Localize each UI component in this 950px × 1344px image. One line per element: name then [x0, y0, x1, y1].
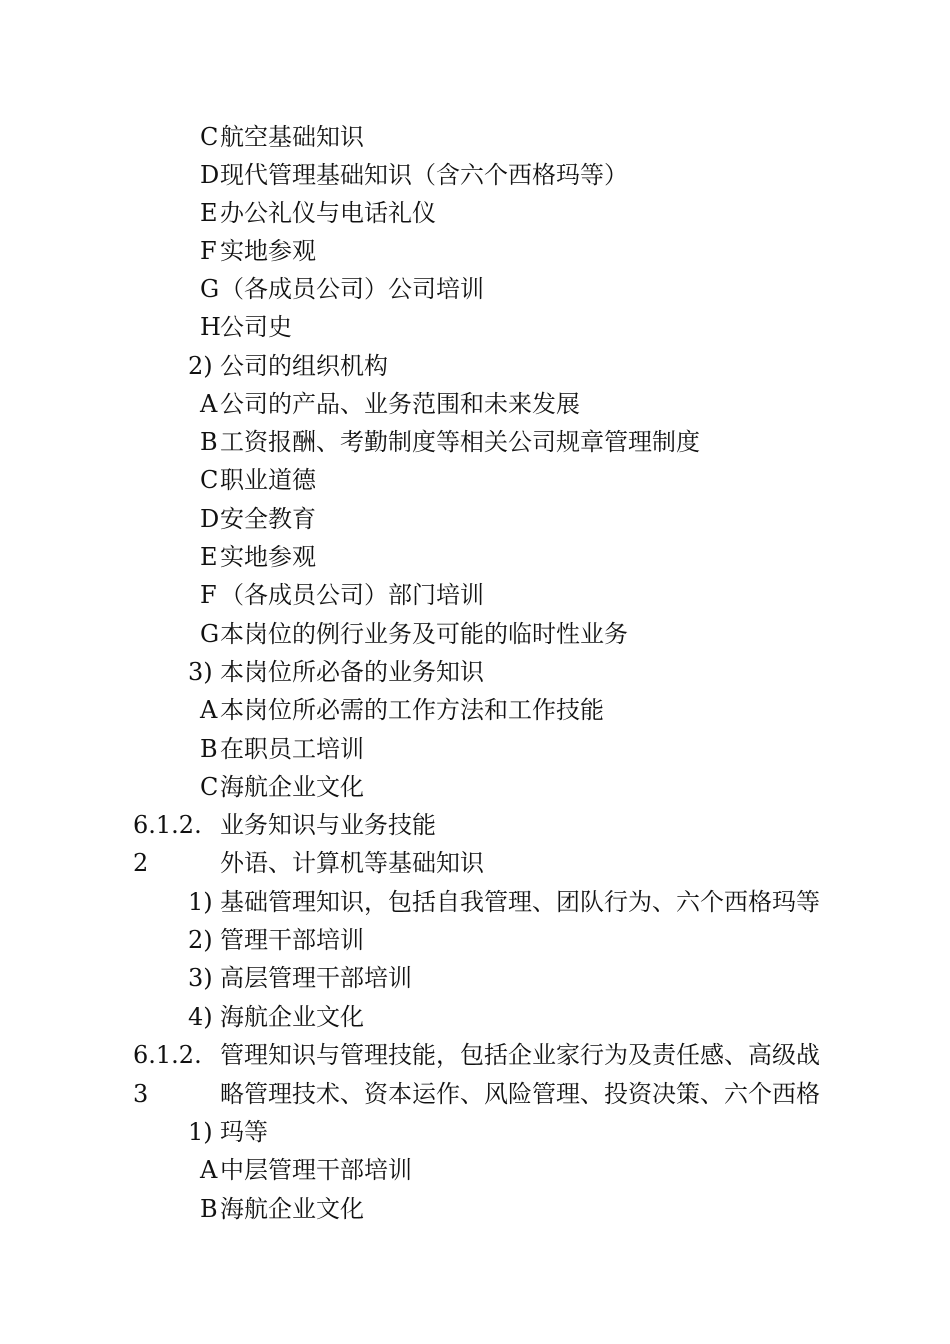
outline-line	[0, 959, 950, 997]
outline-line	[0, 461, 950, 499]
item-marker: B	[200, 735, 218, 763]
outline-line	[0, 423, 950, 461]
item-marker: F	[200, 237, 217, 265]
section-title: 业务知识与业务技能	[220, 811, 436, 839]
item-marker: E	[200, 543, 218, 571]
item-marker: 1)	[188, 888, 213, 916]
item-text: 海航企业文化	[220, 1003, 364, 1031]
section-number: 6.1.2.	[133, 811, 202, 839]
outline-line	[0, 118, 950, 156]
item-text: 中层管理干部培训	[220, 1156, 412, 1184]
item-text: 航空基础知识	[220, 123, 364, 151]
item-marker: B	[200, 1195, 218, 1223]
outline-line	[0, 1151, 950, 1189]
outline-line	[0, 270, 950, 308]
outline-line	[0, 883, 950, 921]
item-text: 工资报酬、考勤制度等相关公司规章管理制度	[220, 428, 700, 456]
item-marker: 3)	[188, 964, 213, 992]
item-marker: E	[200, 199, 218, 227]
outline-line	[0, 730, 950, 768]
item-marker: H	[200, 313, 221, 341]
item-marker: D	[200, 161, 220, 189]
section-number: 6.1.2.	[133, 1041, 202, 1069]
outline-line	[0, 576, 950, 614]
outline-line	[0, 232, 950, 270]
item-text: 公司史	[220, 313, 292, 341]
outline-line	[0, 538, 950, 576]
outline-line	[0, 156, 950, 194]
item-marker: C	[200, 773, 219, 801]
outline-line	[0, 691, 950, 729]
outline-line	[0, 998, 950, 1036]
item-text: （各成员公司）公司培训	[220, 275, 484, 303]
outline-line	[0, 500, 950, 538]
item-marker: A	[200, 1156, 218, 1184]
item-text: 海航企业文化	[220, 773, 364, 801]
item-text: 实地参观	[220, 237, 316, 265]
item-marker: C	[200, 123, 219, 151]
item-marker: 4)	[188, 1003, 213, 1031]
section-heading-line	[0, 844, 950, 882]
item-text: 本岗位的例行业务及可能的临时性业务	[220, 620, 628, 648]
item-text: 公司的产品、业务范围和未来发展	[220, 390, 580, 418]
item-marker: A	[200, 390, 218, 418]
item-text: 办公礼仪与电话礼仪	[220, 199, 436, 227]
outline-line	[0, 768, 950, 806]
item-marker: 3)	[188, 658, 213, 686]
item-text: （各成员公司）部门培训	[220, 581, 484, 609]
item-marker: G	[200, 620, 220, 648]
item-text: 公司的组织机构	[220, 352, 388, 380]
outline-line	[0, 1190, 950, 1228]
section-title: 管理知识与管理技能，包括企业家行为及责任感、高级战	[220, 1041, 820, 1069]
item-text: 实地参观	[220, 543, 316, 571]
section-title: 略管理技术、资本运作、风险管理、投资决策、六个西格	[220, 1080, 820, 1108]
item-marker: D	[200, 505, 220, 533]
item-text: 安全教育	[220, 505, 316, 533]
section-heading-line	[0, 1075, 950, 1113]
outline-line	[0, 653, 950, 691]
item-text: 玛等	[220, 1118, 268, 1146]
section-title: 外语、计算机等基础知识	[220, 849, 484, 877]
outline-line	[0, 194, 950, 232]
item-marker: 2)	[188, 926, 213, 954]
outline-line	[0, 347, 950, 385]
item-text: 高层管理干部培训	[220, 964, 412, 992]
outline-line	[0, 385, 950, 423]
item-text: 本岗位所必备的业务知识	[220, 658, 484, 686]
outline-line	[0, 1113, 950, 1151]
item-marker: A	[200, 696, 218, 724]
section-heading-line	[0, 806, 950, 844]
section-number: 3	[133, 1080, 149, 1108]
item-text: 海航企业文化	[220, 1195, 364, 1223]
item-text: 现代管理基础知识（含六个西格玛等）	[220, 161, 628, 189]
item-text: 基础管理知识，包括自我管理、团队行为、六个西格玛等	[220, 888, 820, 916]
item-marker: G	[200, 275, 220, 303]
section-heading-line	[0, 1036, 950, 1074]
item-marker: 2)	[188, 352, 213, 380]
item-marker: 1)	[188, 1118, 213, 1146]
item-text: 管理干部培训	[220, 926, 364, 954]
item-marker: C	[200, 466, 219, 494]
item-text: 在职员工培训	[220, 735, 364, 763]
item-marker: B	[200, 428, 218, 456]
outline-line	[0, 615, 950, 653]
item-text: 本岗位所必需的工作方法和工作技能	[220, 696, 604, 724]
item-marker: F	[200, 581, 217, 609]
item-text: 职业道德	[220, 466, 316, 494]
outline-line	[0, 308, 950, 346]
outline-line	[0, 921, 950, 959]
section-number: 2	[133, 849, 149, 877]
